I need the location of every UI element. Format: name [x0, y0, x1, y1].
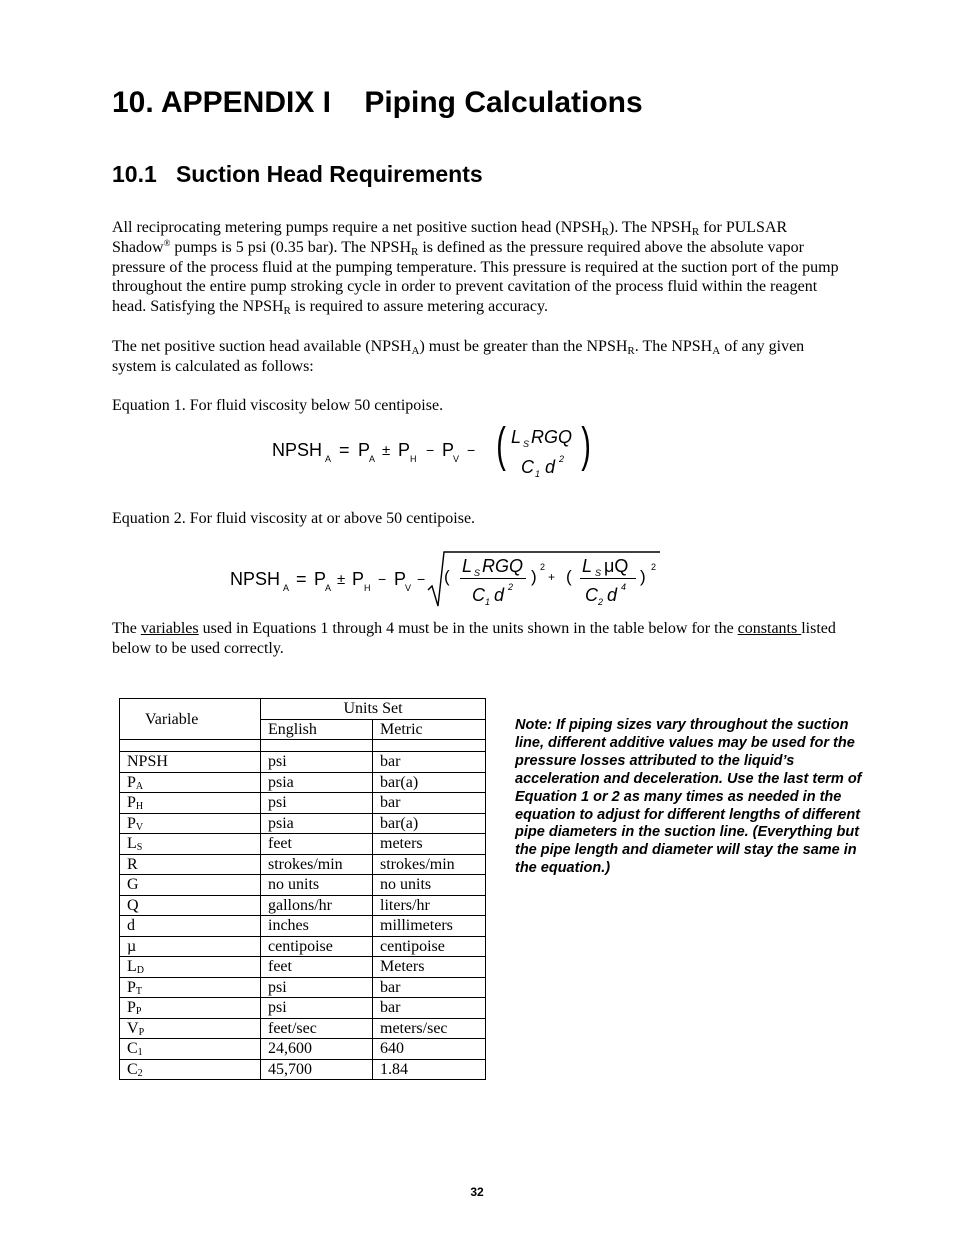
metric-unit-cell: bar: [373, 998, 486, 1019]
equation1-caption: Equation 1. For fluid viscosity below 50 centipoise.: [112, 397, 444, 414]
variable-subscript: P: [138, 1026, 145, 1038]
metric-unit-cell: liters/hr: [373, 895, 486, 916]
subscript: S: [523, 439, 530, 449]
pressure-symbol: P: [398, 440, 411, 460]
variable-subscript: D: [136, 965, 145, 977]
text: ) must be greater than the NPSH: [419, 338, 628, 355]
variables-link[interactable]: variables: [140, 620, 199, 637]
variable-subscript: 2: [137, 1067, 143, 1079]
npsh-intro-paragraph: [112, 218, 847, 317]
variable-cell: [120, 740, 261, 752]
subscript: A: [712, 345, 721, 357]
metric-unit-cell: bar: [373, 793, 486, 814]
english-unit-cell: [261, 740, 373, 752]
left-paren: (: [496, 419, 506, 472]
constant-symbol: C: [472, 585, 485, 605]
metric-unit-cell: Meters: [373, 957, 486, 978]
subscript: R: [411, 245, 419, 258]
exponent: 2: [540, 562, 546, 572]
text: pumps is 5 psi (0.35 bar). The NPSH: [170, 238, 411, 256]
appendix-heading: [112, 86, 643, 120]
metric-unit-cell: 1.84: [373, 1059, 486, 1080]
subscript: A: [369, 454, 376, 464]
subscript: A: [411, 345, 420, 357]
header-units-set: Units Set: [261, 699, 486, 720]
variable-cell: [120, 1018, 261, 1039]
variable-cell: [120, 752, 261, 773]
variable-cell: [120, 875, 261, 896]
equals-sign: =: [296, 569, 307, 589]
variable-symbol: V: [127, 1019, 139, 1037]
pressure-symbol: P: [394, 569, 407, 589]
variable-cell: [120, 854, 261, 875]
english-unit-cell: gallons/hr: [261, 895, 373, 916]
subscript: R: [601, 226, 609, 238]
variable-symbol: R: [127, 855, 138, 873]
table-row: [120, 813, 486, 834]
right-paren: ): [531, 567, 537, 586]
subscript: R: [283, 305, 291, 318]
appendix-number: 10.: [112, 86, 154, 119]
metric-unit-cell: 640: [373, 1039, 486, 1060]
metric-unit-cell: [373, 740, 486, 752]
text: is required to assure metering accuracy.: [290, 298, 548, 316]
exponent: 4: [621, 582, 627, 592]
left-paren: (: [444, 567, 450, 586]
npsh-symbol: NPSH: [272, 440, 323, 460]
metric-unit-cell: bar: [373, 752, 486, 773]
metric-unit-cell: bar(a): [373, 772, 486, 793]
subscript: H: [364, 583, 371, 593]
variable-symbol: Q: [127, 896, 139, 914]
subscript: A: [325, 583, 332, 593]
english-unit-cell: feet: [261, 957, 373, 978]
subscript: R: [691, 226, 700, 238]
variable-cell: [120, 1059, 261, 1080]
table-row: [120, 1039, 486, 1060]
length-symbol: L: [582, 556, 593, 576]
table-row: [120, 895, 486, 916]
variable-subscript: 1: [137, 1047, 143, 1059]
diameter-symbol: d: [494, 585, 505, 605]
right-paren: ): [581, 419, 591, 472]
units-paragraph: [112, 619, 847, 659]
english-unit-cell: psi: [261, 977, 373, 998]
subscript: A: [283, 583, 290, 593]
variable-symbol: L: [127, 835, 137, 853]
minus-sign: −: [467, 442, 476, 458]
minus-sign: −: [378, 571, 387, 587]
subscript: 1: [535, 469, 541, 479]
text: All reciprocating metering pumps require a net positive suction head (NPSH: [112, 219, 602, 236]
text: ). The NPSH: [609, 219, 692, 236]
subscript: 1: [485, 597, 491, 607]
english-unit-cell: feet: [261, 834, 373, 855]
minus-sign: −: [426, 442, 435, 458]
constant-symbol: C: [521, 457, 534, 477]
english-unit-cell: strokes/min: [261, 854, 373, 875]
header-variable: Variable: [120, 699, 261, 740]
fraction-bar: [580, 578, 636, 579]
subscript: V: [405, 583, 412, 593]
text: is defined as the pressure required above the absolute vapor pressure of the process fluid at the pumping temperature. This pressure is required at the suction port of the pump throughout the entire pump stroking cycle in order to prevent cavitation of the process fluid within the reagent head. Satisfying the NPSH: [112, 238, 839, 316]
subscript: R: [627, 345, 635, 357]
english-unit-cell: inches: [261, 916, 373, 937]
page-number: 32: [470, 1185, 484, 1199]
header-metric: Metric: [373, 719, 486, 740]
table-row: [120, 957, 486, 978]
english-unit-cell: psi: [261, 793, 373, 814]
section-heading: [112, 161, 483, 188]
variable-cell: [120, 895, 261, 916]
equation2-caption: Equation 2. For fluid viscosity at or above 50 centipoise.: [112, 510, 476, 527]
variable-symbol: d: [127, 917, 135, 935]
variable-cell: [120, 916, 261, 937]
pressure-symbol: P: [442, 440, 455, 460]
variable-symbol: P: [127, 794, 136, 812]
pressure-symbol: P: [314, 569, 327, 589]
english-unit-cell: 45,700: [261, 1059, 373, 1080]
subscript: S: [595, 568, 602, 578]
english-unit-cell: psi: [261, 752, 373, 773]
subscript: 2: [598, 597, 604, 607]
length-symbol: L: [511, 427, 522, 447]
numerator-text: RGQ: [482, 556, 524, 576]
text: . The NPSH: [634, 338, 713, 355]
exponent: 2: [508, 582, 514, 592]
pressure-symbol: P: [352, 569, 365, 589]
metric-unit-cell: centipoise: [373, 936, 486, 957]
table-row: [120, 740, 486, 752]
variable-cell: [120, 957, 261, 978]
appendix-title: APPENDIX I Piping Calculations: [160, 86, 643, 119]
section-number: 10.1: [112, 161, 157, 187]
equals-sign: =: [339, 440, 350, 460]
variable-symbol: P: [127, 814, 136, 832]
plus-minus-sign: ±: [337, 571, 346, 588]
subscript: S: [474, 568, 481, 578]
variable-symbol: C: [127, 1060, 138, 1078]
variable-subscript: V: [135, 821, 144, 833]
variable-cell: [120, 936, 261, 957]
metric-unit-cell: millimeters: [373, 916, 486, 937]
constants-link[interactable]: constants: [737, 620, 802, 637]
variable-symbol: P: [127, 773, 136, 791]
npsh-symbol: NPSH: [230, 569, 281, 589]
metric-unit-cell: meters: [373, 834, 486, 855]
length-symbol: L: [462, 556, 473, 576]
subscript: V: [453, 454, 460, 464]
text: for PULSAR Shadow: [112, 219, 788, 256]
variable-symbol: G: [127, 876, 139, 894]
subscript: H: [410, 454, 417, 464]
subscript: A: [325, 454, 332, 464]
diameter-symbol: d: [545, 457, 556, 477]
fraction-bar: [460, 578, 526, 579]
right-paren: ): [640, 567, 646, 586]
diameter-symbol: d: [607, 585, 618, 605]
variable-symbol: µ: [127, 937, 137, 955]
table-header-row: [120, 699, 486, 720]
variable-cell: [120, 998, 261, 1019]
metric-unit-cell: no units: [373, 875, 486, 896]
metric-unit-cell: meters/sec: [373, 1018, 486, 1039]
english-unit-cell: psia: [261, 772, 373, 793]
units-table: [119, 698, 486, 1080]
variable-symbol: C: [127, 1040, 138, 1058]
english-unit-cell: 24,600: [261, 1039, 373, 1060]
variable-cell: [120, 772, 261, 793]
section-title: Suction Head Requirements: [175, 161, 483, 187]
numerator-text: RGQ: [531, 427, 573, 447]
table-row: [120, 834, 486, 855]
table-row: [120, 875, 486, 896]
table-row: [120, 916, 486, 937]
variable-subscript: S: [136, 842, 143, 854]
variable-subscript: H: [135, 801, 144, 813]
variable-cell: [120, 977, 261, 998]
variable-cell: [120, 793, 261, 814]
variable-symbol: NPSH: [127, 753, 168, 771]
text: The net positive suction head available (NPSH: [112, 338, 412, 355]
english-unit-cell: centipoise: [261, 936, 373, 957]
variable-symbol: P: [127, 999, 136, 1017]
metric-unit-cell: bar: [373, 977, 486, 998]
table-row: [120, 752, 486, 773]
english-unit-cell: psi: [261, 998, 373, 1019]
minus-sign: −: [417, 571, 426, 587]
text: of any given system is calculated as follows:: [112, 338, 805, 375]
text: listed below to be used correctly.: [112, 620, 836, 657]
table-row: [120, 854, 486, 875]
left-paren: (: [566, 567, 572, 586]
variable-symbol: P: [127, 978, 136, 996]
text: used in Equations 1 through 4 must be in the units shown in the table below for the: [198, 620, 738, 637]
constant-symbol: C: [585, 585, 598, 605]
registered-mark: ®: [163, 237, 171, 248]
exponent: 2: [651, 562, 657, 572]
table-row: [120, 998, 486, 1019]
variable-subscript: P: [135, 1006, 142, 1018]
pressure-symbol: P: [358, 440, 371, 460]
exponent: 2: [559, 454, 565, 464]
plus-minus-sign: ±: [382, 442, 391, 459]
variable-cell: [120, 1039, 261, 1060]
piping-note: Note: If piping sizes vary throughout the suction line, different additive values may be used for the pressure losses attributed to the liquid’s acceleration and deceleration. Use the last term of Equation 1 or 2 as many times as needed in the equation to adjust for different lengths of different pipe diameters in the suction line. (Everything but the pipe length and diameter will stay the same in the equation.): [515, 717, 862, 877]
table-row: [120, 1059, 486, 1080]
table-row: [120, 772, 486, 793]
variable-symbol: L: [127, 958, 137, 976]
table-row: [120, 936, 486, 957]
variable-cell: [120, 813, 261, 834]
variable-cell: [120, 834, 261, 855]
table-row: [120, 793, 486, 814]
table-row: [120, 977, 486, 998]
english-unit-cell: no units: [261, 875, 373, 896]
numerator-text: μQ: [604, 556, 629, 576]
english-unit-cell: psia: [261, 813, 373, 834]
text: The: [112, 620, 141, 637]
metric-unit-cell: bar(a): [373, 813, 486, 834]
plus-sign: +: [548, 570, 556, 584]
table-row: [120, 1018, 486, 1039]
header-english: English: [261, 719, 373, 740]
variable-subscript: T: [135, 985, 143, 997]
npsha-paragraph: [112, 337, 847, 377]
english-unit-cell: feet/sec: [261, 1018, 373, 1039]
variable-subscript: A: [135, 780, 144, 792]
metric-unit-cell: strokes/min: [373, 854, 486, 875]
